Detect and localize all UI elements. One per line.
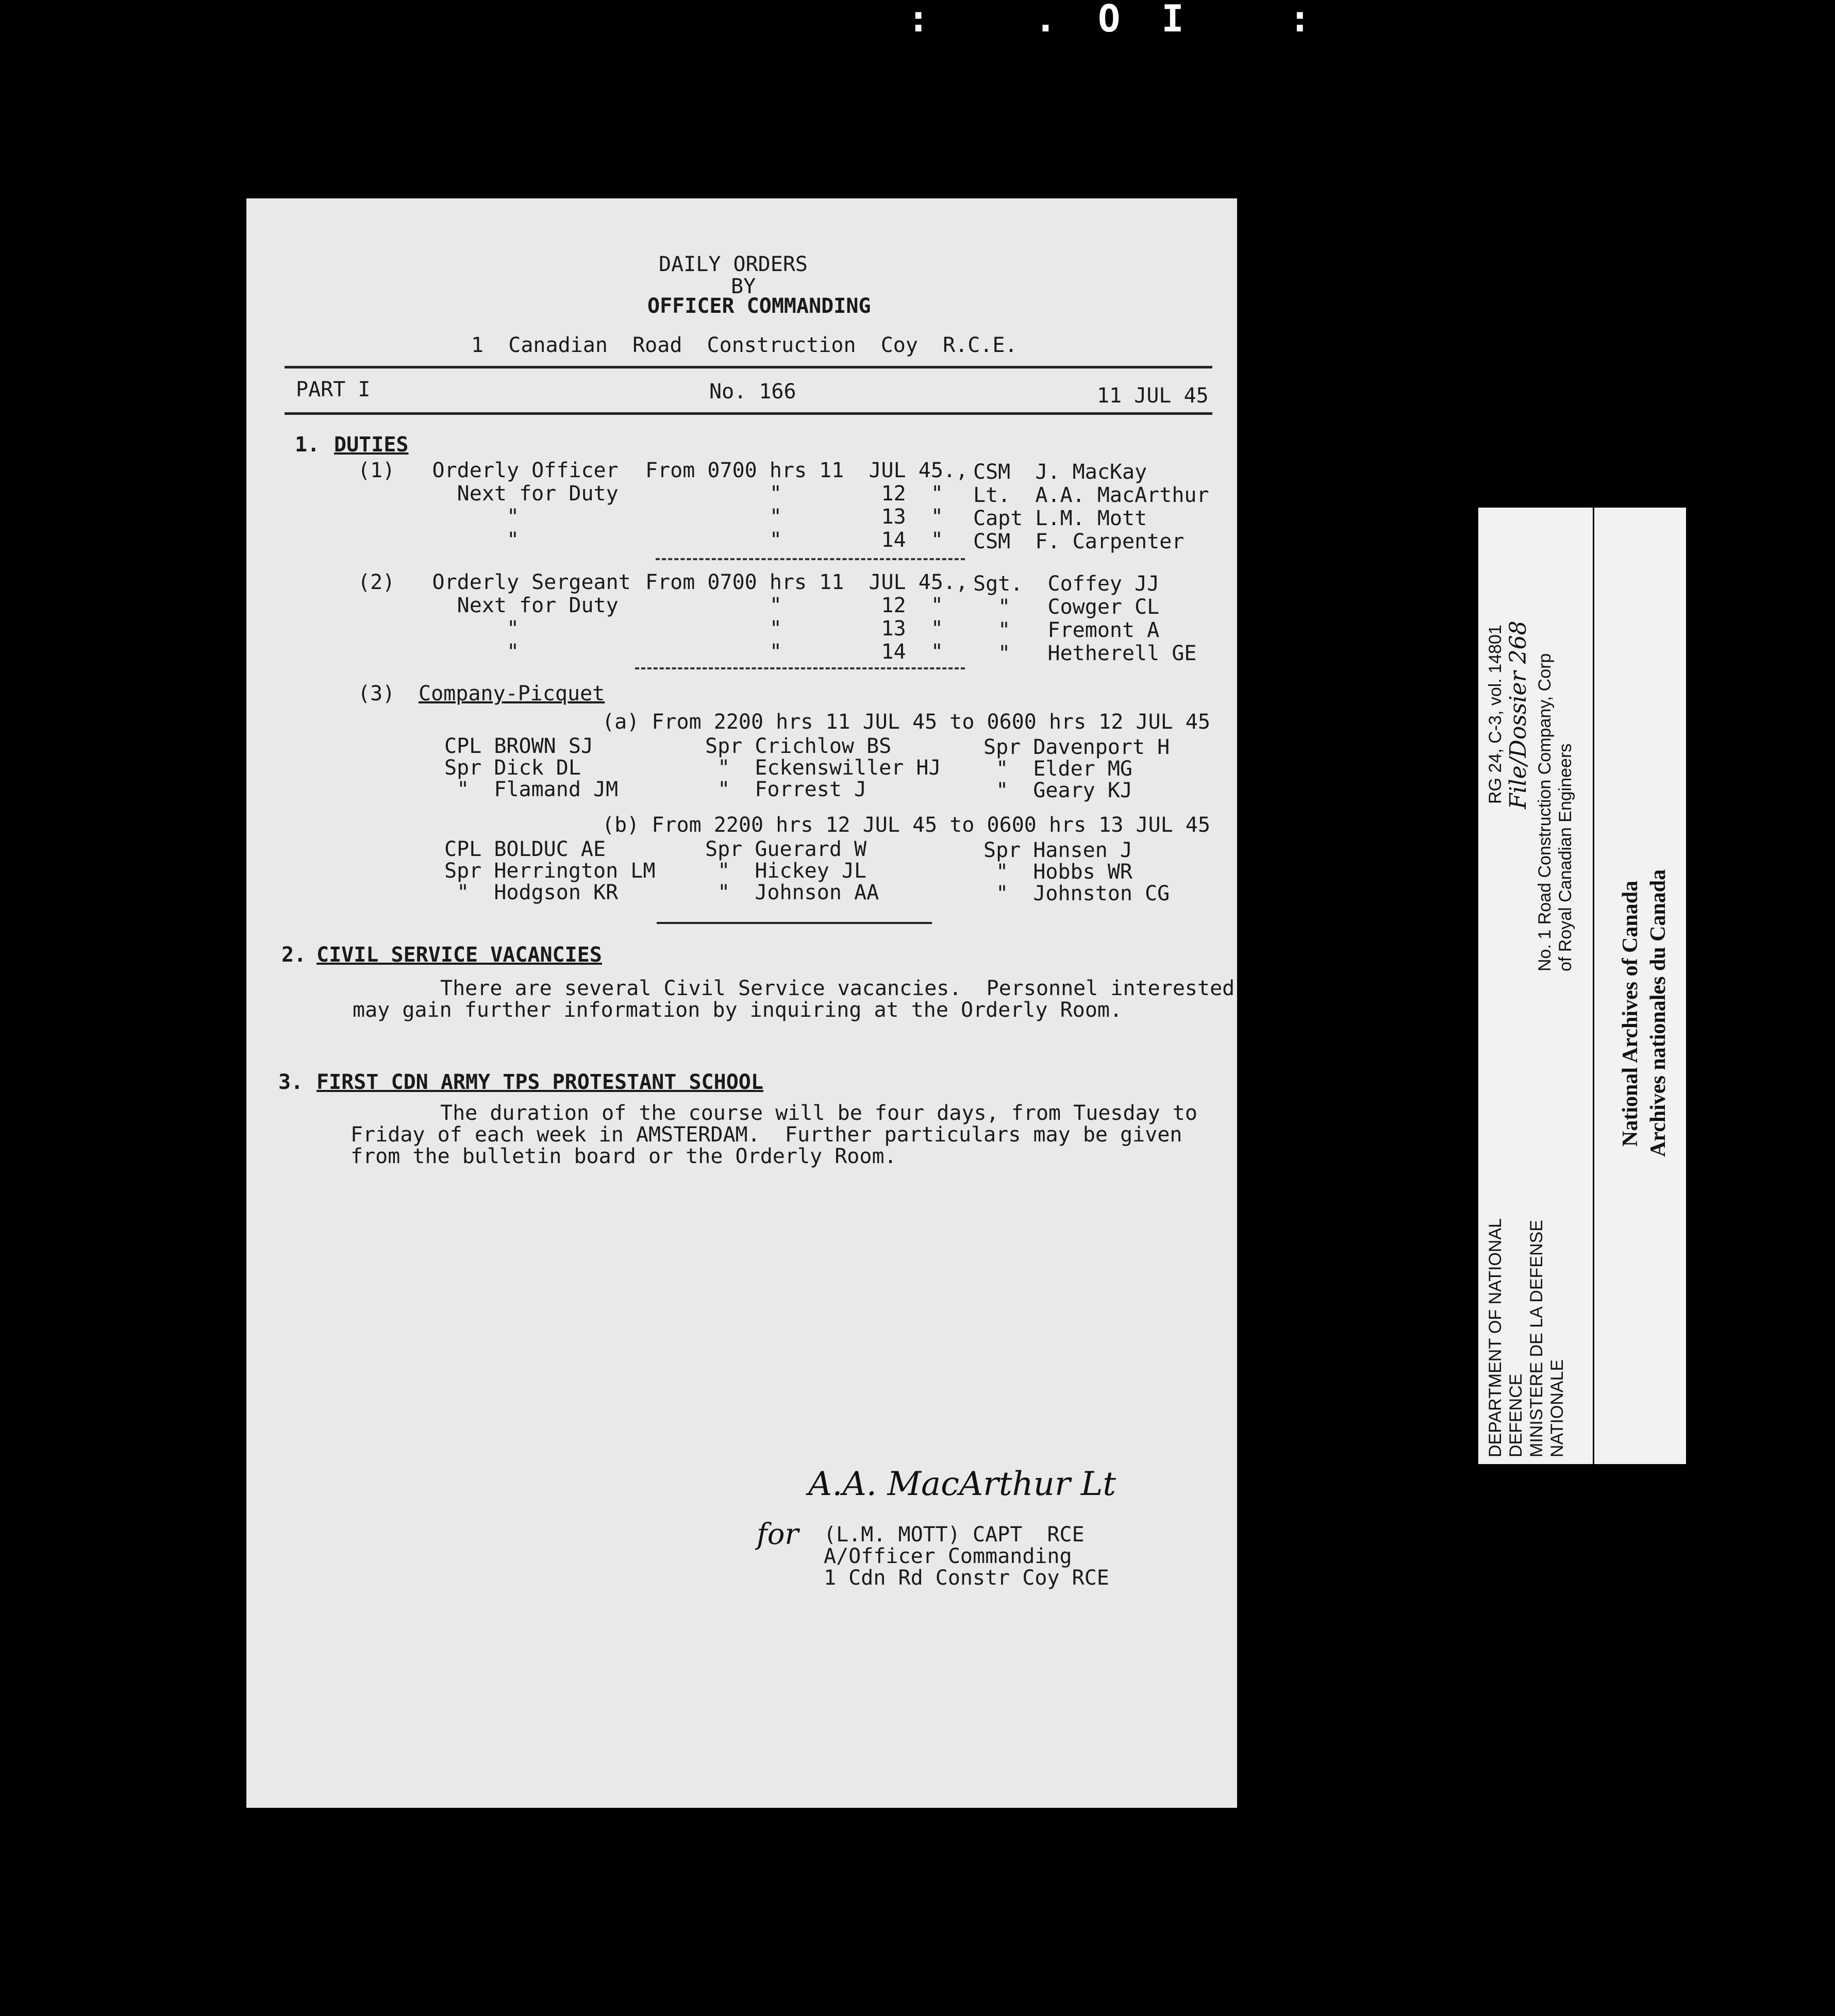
- picquet-b-r1-c1: " Hickey JL: [705, 859, 867, 883]
- picquet-a-r1-c2: " Elder MG: [983, 757, 1132, 781]
- header-unit: 1 Canadian Road Construction Coy R.C.E.: [471, 333, 1017, 357]
- signature-for: for: [757, 1518, 799, 1551]
- picquet-b-r2-c2: " Johnston CG: [983, 882, 1170, 905]
- section2-number: 2.: [281, 943, 307, 967]
- picquet-number: (3): [358, 682, 395, 705]
- signature-line2: A/Officer Commanding: [824, 1544, 1072, 1568]
- picquet-b-r1-c2: " Hobbs WR: [983, 860, 1132, 884]
- picquet-a-r0-c0: CPL BROWN SJ: [444, 734, 593, 758]
- section3-line3: from the bulletin board or the Orderly Room.: [351, 1145, 897, 1168]
- dept-line4: NATIONALE: [1547, 1359, 1567, 1457]
- archive-label-institution: [1594, 508, 1686, 1464]
- signature-line3: 1 Cdn Rd Constr Coy RCE: [824, 1566, 1109, 1590]
- order-date: 11 JUL 45: [1097, 384, 1209, 408]
- header-officer-commanding: OFFICER COMMANDING: [647, 294, 871, 318]
- orderly-sergeant-col3-2: " Fremont A: [973, 618, 1160, 642]
- picquet-b-r1-c0: Spr Herrington LM: [444, 859, 656, 883]
- picquet-b-r2-c1: " Johnson AA: [705, 881, 879, 904]
- section1-end-rule: [657, 922, 932, 924]
- orderly-officer-col2-2: " 13 ": [645, 505, 943, 529]
- header-by: BY: [731, 275, 756, 298]
- handwritten-signature: A.A. MacArthur Lt: [808, 1465, 1116, 1503]
- section2-line1: There are several Civil Service vacancies. Personnel interested: [440, 977, 1235, 1000]
- orderly-sergeant-col1-1: Next for Duty: [358, 594, 619, 617]
- orderly-officer-col3-3: CSM F. Carpenter: [973, 530, 1185, 553]
- dashed-separator-1: [656, 558, 965, 560]
- rule-top: [285, 366, 1212, 368]
- section1-number: 1.: [295, 433, 320, 457]
- section1-heading: DUTIES: [334, 433, 409, 457]
- part-label: PART I: [296, 378, 371, 401]
- picquet-b-r0-c0: CPL BOLDUC AE: [444, 837, 606, 861]
- archive-label-reference: [1478, 508, 1593, 1464]
- dept-line2: DEFENCE: [1506, 1373, 1526, 1457]
- orderly-officer-col1-2: ": [358, 505, 520, 529]
- rule-bottom: [285, 412, 1212, 415]
- document-page: [246, 198, 1237, 1808]
- section3-heading: FIRST CDN ARMY TPS PROTESTANT SCHOOL: [316, 1070, 763, 1094]
- picquet-b-r2-c0: " Hodgson KR: [444, 881, 619, 904]
- orderly-officer-col2-1: " 12 ": [645, 482, 943, 506]
- orderly-sergeant-col2-3: " 14 ": [645, 640, 943, 664]
- orderly-sergeant-col3-1: " Cowger CL: [973, 595, 1160, 619]
- section3-line1: The duration of the course will be four days, from Tuesday to: [440, 1101, 1198, 1125]
- picquet-b-r0-c2: Spr Hansen J: [983, 838, 1132, 862]
- picquet-a-r0-c2: Spr Davenport H: [983, 735, 1170, 759]
- picquet-a-r1-c1: " Eckenswiller HJ: [705, 756, 941, 780]
- section2-heading: CIVIL SERVICE VACANCIES: [316, 943, 602, 967]
- picquet-a-r0-c1: Spr Crichlow BS: [705, 734, 892, 758]
- orderly-officer-col2-3: " 14 ": [645, 528, 943, 552]
- picquet-a-line: (a) From 2200 hrs 11 JUL 45 to 0600 hrs 12 JUL 45: [602, 710, 1211, 734]
- picquet-a-r1-c0: Spr Dick DL: [444, 756, 581, 780]
- section2-line2: may gain further information by inquiring at the Orderly Room.: [353, 998, 1123, 1022]
- picquet-a-r2-c1: " Forrest J: [705, 778, 867, 801]
- picquet-a-r2-c2: " Geary KJ: [983, 779, 1132, 802]
- orderly-officer-col3-2: Capt L.M. Mott: [973, 507, 1147, 530]
- orderly-sergeant-col1-0: (2) Orderly Sergeant: [358, 570, 631, 594]
- section3-line2: Friday of each week in AMSTERDAM. Further particulars may be given: [351, 1123, 1182, 1147]
- dept-line1: DEPARTMENT OF NATIONAL: [1486, 1218, 1505, 1457]
- orderly-sergeant-col1-2: ": [358, 617, 520, 641]
- header-daily-orders: DAILY ORDERS: [659, 253, 808, 276]
- archives-en: National Archives of Canada: [1619, 880, 1642, 1147]
- orderly-sergeant-col1-3: ": [358, 640, 520, 664]
- orderly-sergeant-col2-1: " 12 ": [645, 594, 943, 617]
- dashed-separator-2: [635, 667, 965, 669]
- ref-line4: of Royal Canadian Engineers: [1556, 743, 1575, 971]
- ref-line3: No. 1 Road Construction Company, Corp: [1535, 653, 1555, 971]
- archives-fr: Archives nationales du Canada: [1646, 869, 1670, 1157]
- orderly-officer-col3-1: Lt. A.A. MacArthur: [973, 483, 1209, 507]
- section3-number: 3.: [278, 1070, 304, 1094]
- picquet-b-r0-c1: Spr Guerard W: [705, 837, 867, 861]
- dept-line3: MINISTERE DE LA DEFENSE: [1527, 1220, 1546, 1457]
- order-number: No. 166: [709, 380, 796, 404]
- orderly-sergeant-col2-0: From 0700 hrs 11 JUL 45.,: [645, 570, 969, 594]
- orderly-officer-col3-0: CSM J. MacKay: [973, 460, 1147, 484]
- picquet-a-r2-c0: " Flamand JM: [444, 778, 619, 801]
- orderly-officer-col1-3: ": [358, 528, 520, 552]
- ref-line1: RG 24, C-3, vol. 14801: [1486, 625, 1505, 804]
- orderly-officer-col1-1: Next for Duty: [358, 482, 619, 506]
- picquet-b-line: (b) From 2200 hrs 12 JUL 45 to 0600 hrs 13 JUL 45: [602, 813, 1211, 837]
- signature-line1: (L.M. MOTT) CAPT RCE: [824, 1523, 1085, 1547]
- orderly-sergeant-col2-2: " 13 ": [645, 617, 943, 641]
- orderly-officer-col1-0: (1) Orderly Officer: [358, 459, 619, 482]
- orderly-sergeant-col3-0: Sgt. Coffey JJ: [973, 572, 1160, 596]
- picquet-heading: Company-Picquet: [419, 682, 605, 705]
- film-frame-marks: : .OI :: [907, 0, 1353, 40]
- orderly-sergeant-col3-3: " Hetherell GE: [973, 642, 1197, 665]
- ref-handwritten-file: File/Dossier 268: [1505, 620, 1531, 809]
- orderly-officer-col2-0: From 0700 hrs 11 JUL 45.,: [645, 459, 969, 482]
